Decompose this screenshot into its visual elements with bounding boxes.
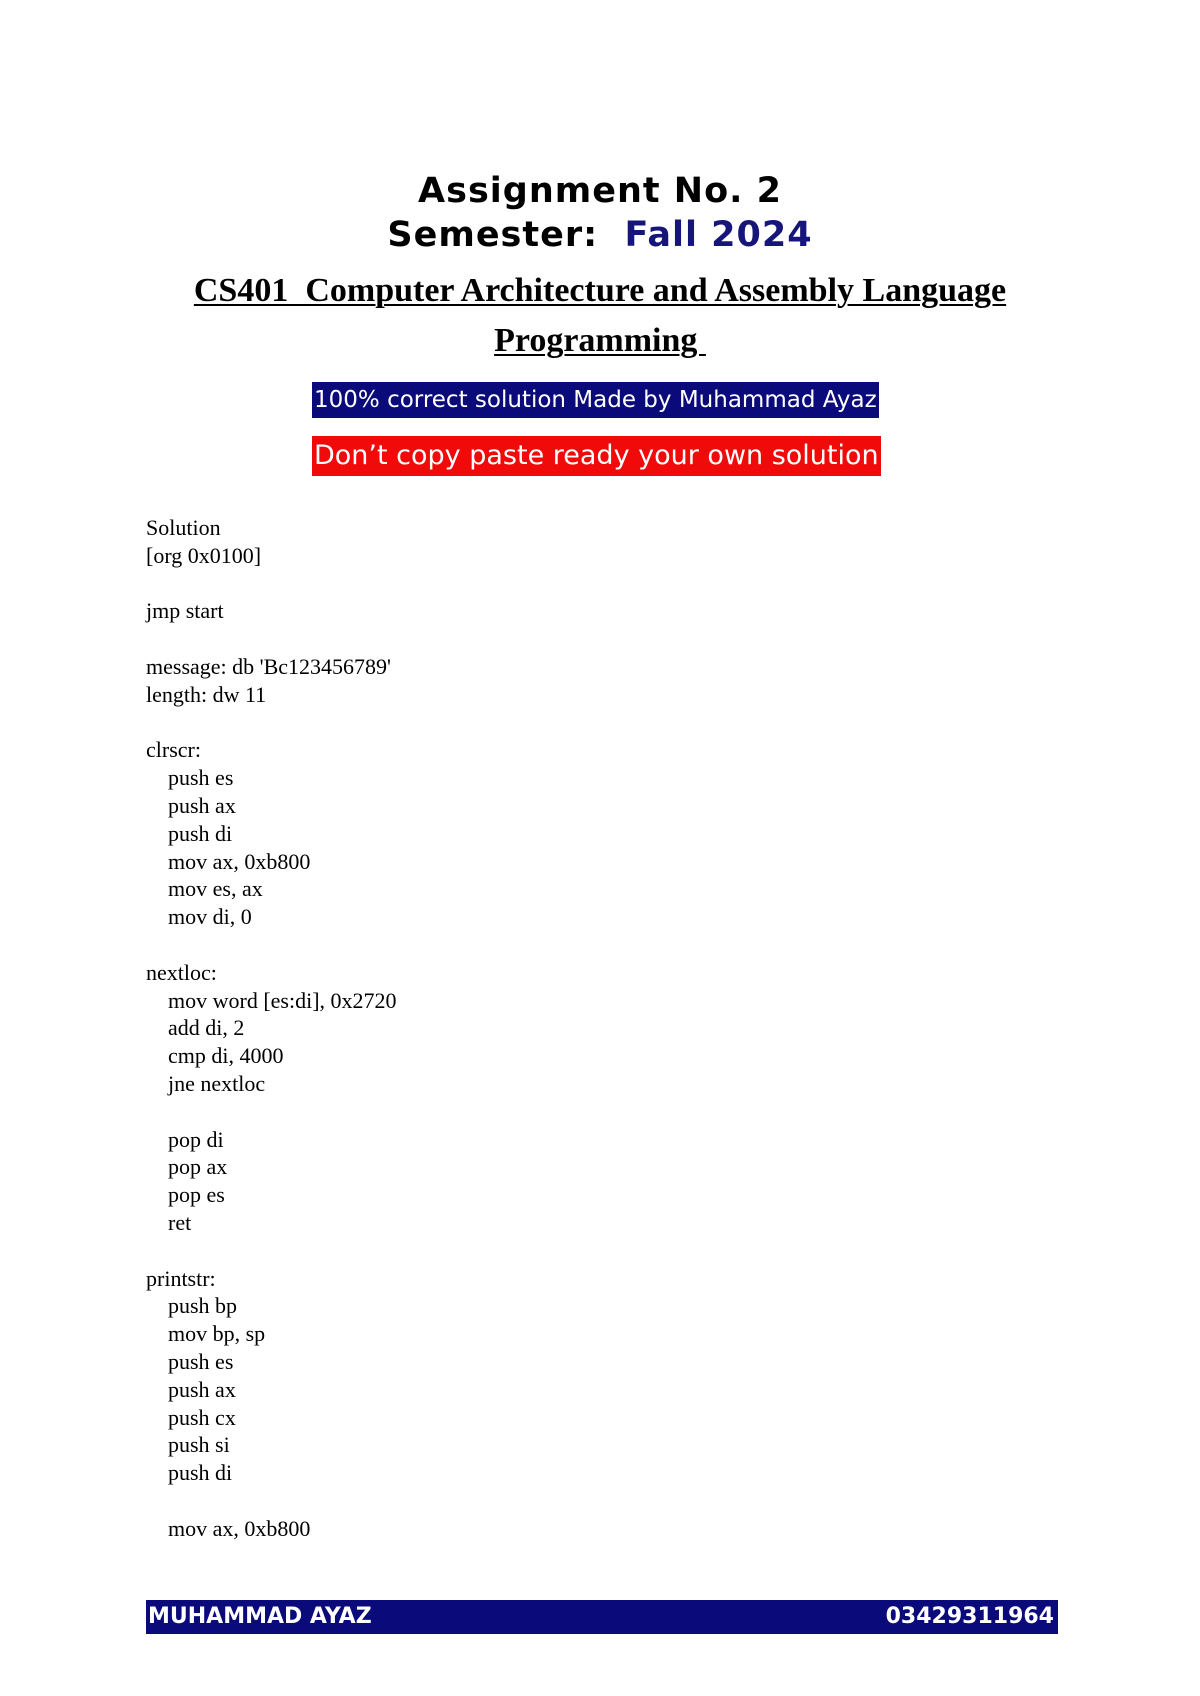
code-line: push es bbox=[146, 1348, 234, 1374]
code-line bbox=[146, 1098, 397, 1126]
code-line bbox=[146, 1237, 397, 1265]
code-line: message: db 'Bc123456789' bbox=[146, 653, 392, 679]
code-line: mov word [es:di], 0x2720 bbox=[146, 987, 397, 1013]
code-line: pop es bbox=[146, 1182, 225, 1208]
warning-banner: Don’t copy paste ready your own solution bbox=[312, 436, 881, 476]
code-line: push di bbox=[146, 1460, 233, 1486]
code-line: push cx bbox=[146, 1404, 236, 1430]
assignment-title: Assignment No. 2 bbox=[418, 171, 782, 211]
code-line: mov es, ax bbox=[146, 876, 263, 902]
code-line: pop di bbox=[146, 1126, 224, 1152]
code-line bbox=[146, 570, 397, 598]
code-line: jmp start bbox=[146, 598, 224, 624]
semester-label: Semester: bbox=[387, 215, 599, 255]
code-line bbox=[146, 625, 397, 653]
code-line: push bp bbox=[146, 1293, 238, 1319]
course-title-line-2: Programming bbox=[494, 322, 706, 359]
semester-line bbox=[0, 214, 1200, 256]
credit-banner: 100% correct solution Made by Muhammad Ayaz bbox=[312, 382, 879, 418]
semester-value: Fall 2024 bbox=[624, 215, 813, 255]
code-line bbox=[146, 931, 397, 959]
code-line: add di, 2 bbox=[146, 1015, 245, 1041]
footer-author-name: MUHAMMAD AYAZ bbox=[148, 1604, 372, 1629]
solution-code-block bbox=[146, 514, 397, 1542]
code-line: mov ax, 0xb800 bbox=[146, 848, 311, 874]
code-line: push es bbox=[146, 765, 234, 791]
code-line: clrscr: bbox=[146, 737, 201, 763]
code-line: mov bp, sp bbox=[146, 1321, 266, 1347]
code-line: [org 0x0100] bbox=[146, 542, 262, 568]
code-line: pop ax bbox=[146, 1154, 228, 1180]
solution-heading: Solution bbox=[146, 515, 221, 540]
code-line: printstr: bbox=[146, 1265, 216, 1291]
code-line: push di bbox=[146, 820, 233, 846]
code-line: push ax bbox=[146, 1376, 236, 1402]
code-line: length: dw 11 bbox=[146, 681, 267, 707]
code-line: mov di, 0 bbox=[146, 904, 252, 930]
code-line: mov ax, 0xb800 bbox=[146, 1515, 311, 1541]
code-line: ret bbox=[146, 1209, 192, 1235]
code-line: nextloc: bbox=[146, 959, 217, 985]
code-line: jne nextloc bbox=[146, 1070, 266, 1096]
code-line bbox=[146, 709, 397, 737]
code-line: push ax bbox=[146, 792, 236, 818]
code-line: cmp di, 4000 bbox=[146, 1043, 284, 1069]
page-footer bbox=[146, 1600, 1058, 1634]
code-line bbox=[146, 1487, 397, 1515]
footer-phone-number: 03429311964 bbox=[885, 1604, 1054, 1629]
code-line: push si bbox=[146, 1432, 230, 1458]
course-title-line-1: CS401 Computer Architecture and Assembly Language bbox=[193, 272, 1007, 309]
